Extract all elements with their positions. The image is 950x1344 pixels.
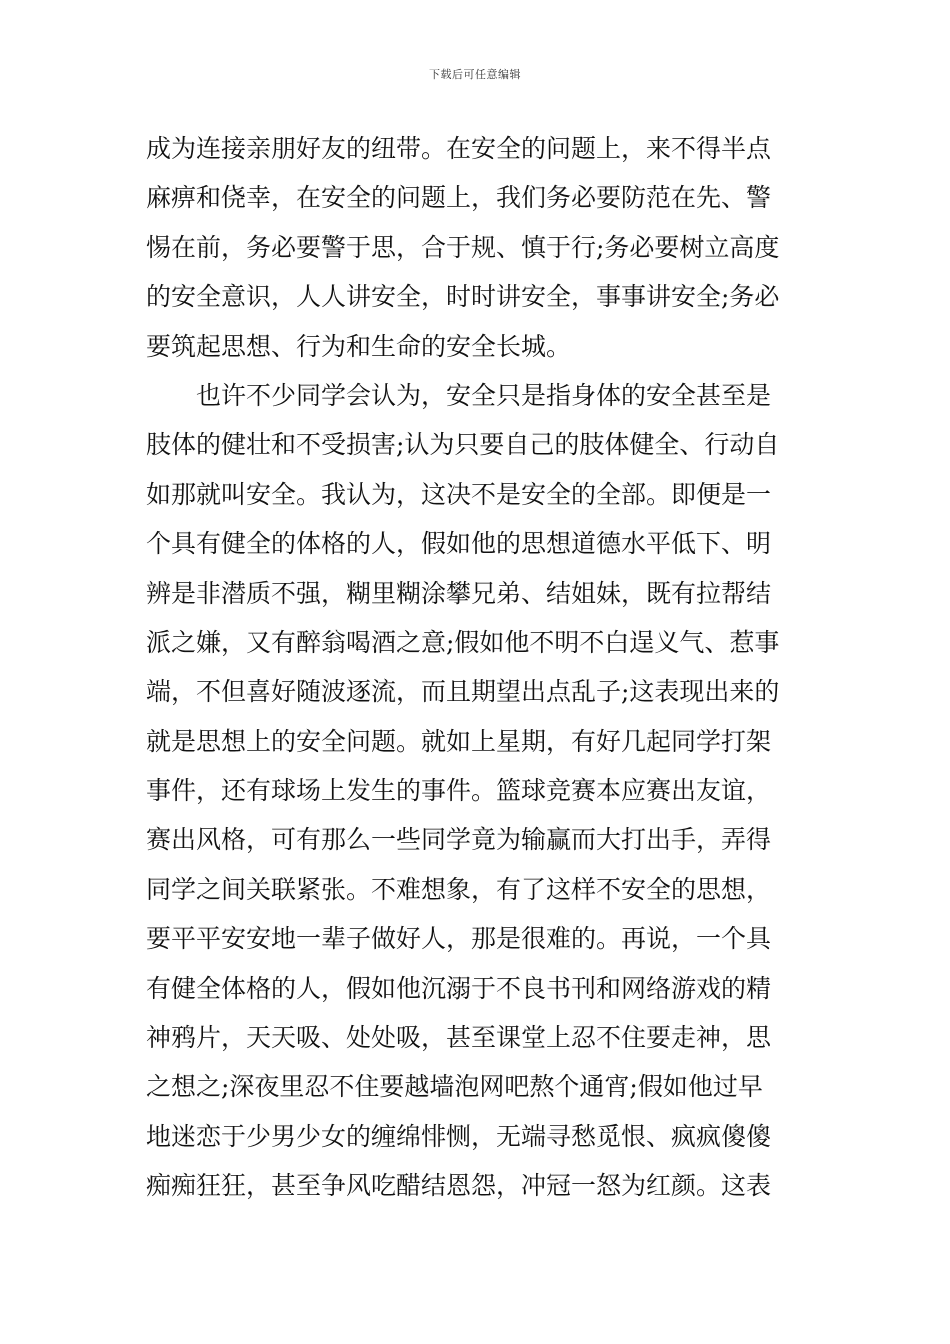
text-line: 派之嫌，又有醉翁喝酒之意;假如他不明不白逞义气、惹事 bbox=[146, 627, 780, 657]
text-line: 肢体的健壮和不受损害;认为只要自己的肢体健全、行动自 bbox=[146, 430, 780, 460]
text-line: 辨是非潜质不强，糊里糊涂攀兄弟、结姐妹，既有拉帮结 bbox=[146, 578, 772, 608]
text-line: 惕在前，务必要警于思，合于规、慎于行;务必要树立高度 bbox=[146, 232, 780, 262]
text-line: 就是思想上的安全问题。就如上星期，有好几起同学打架 bbox=[146, 726, 772, 756]
text-line: 地迷恋于少男少女的缠绵悱恻，无端寻愁觅恨、疯疯傻傻 bbox=[146, 1121, 772, 1151]
text-line: 之想之;深夜里忍不住要越墙泡网吧熬个通宵;假如他过早 bbox=[146, 1072, 763, 1102]
text-line: 要筑起思想、行为和生命的安全长城。 bbox=[146, 331, 572, 361]
text-line: 有健全体格的人，假如他沉溺于不良书刊和网络游戏的精 bbox=[146, 973, 772, 1003]
text-line: 端，不但喜好随波逐流，而且期望出点乱子;这表现出来的 bbox=[146, 677, 780, 707]
text-line: 痴痴狂狂，甚至争风吃醋结恩怨，冲冠一怒为红颜。这表 bbox=[146, 1171, 772, 1201]
text-line: 如那就叫安全。我认为，这决不是安全的全部。即便是一 bbox=[146, 479, 772, 509]
text-line: 赛出风格，可有那么一些同学竟为输赢而大打出手，弄得 bbox=[146, 825, 772, 855]
text-line: 成为连接亲朋好友的纽带。在安全的问题上，来不得半点 bbox=[146, 134, 772, 163]
text-line: 的安全意识，人人讲安全，时时讲安全，事事讲安全;务必 bbox=[146, 282, 780, 312]
page-header: 下载后可任意编辑 bbox=[429, 68, 521, 81]
document-body bbox=[146, 124, 808, 1211]
text-line: 神鸦片，天天吸、处处吸，甚至课堂上忍不住要走神，思 bbox=[146, 1023, 772, 1053]
text-line: 同学之间关联紧张。不难想象，有了这样不安全的思想， bbox=[146, 874, 772, 904]
text-line: 要平平安安地一辈子做好人，那是很难的。再说，一个具 bbox=[146, 924, 772, 954]
text-line: 个具有健全的体格的人，假如他的思想道德水平低下、明 bbox=[146, 529, 772, 559]
text-line: 事件，还有球场上发生的事件。篮球竞赛本应赛出友谊， bbox=[146, 776, 772, 806]
text-line: 麻痹和侥幸，在安全的问题上，我们务必要防范在先、警 bbox=[146, 183, 772, 213]
text-line: 也许不少同学会认为，安全只是指身体的安全甚至是 bbox=[146, 380, 772, 410]
